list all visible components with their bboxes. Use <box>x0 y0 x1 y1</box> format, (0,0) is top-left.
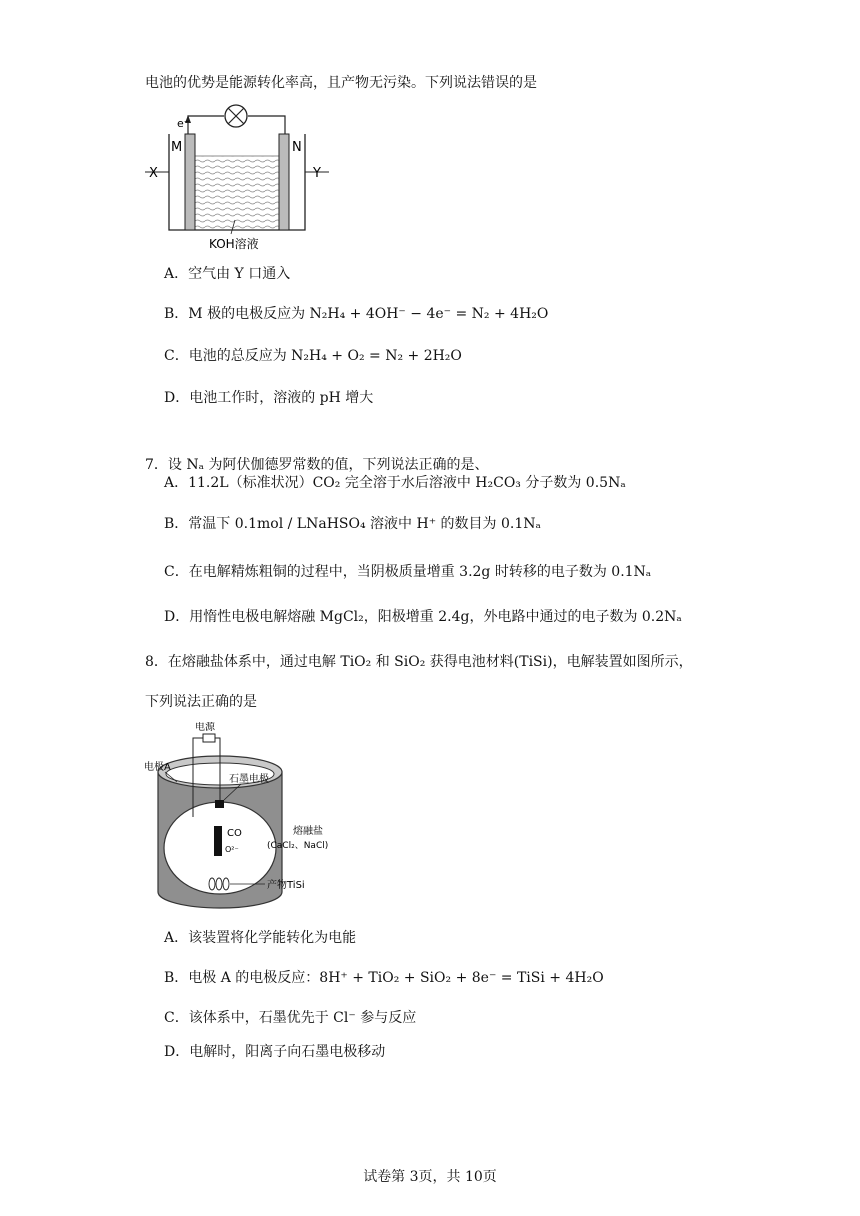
q8-stem-line1: 8．在熔融盐体系中，通过电解 TiO₂ 和 SiO₂ 获得电池材料(TiSi)，电解装置如图所示， <box>145 654 693 670</box>
molten-salt-label: 熔融盐 <box>293 826 323 837</box>
q6-option-d: D．电池工作时，溶液的 pH 增大 <box>164 390 374 406</box>
q7-stem: 7．设 Nₐ 为阿伏伽德罗常数的值，下列说法正确的是、 <box>145 457 489 473</box>
solution-label: KOH溶液 <box>209 237 259 251</box>
q7-option-b: B．常温下 0.1mol / LNaHSO₄ 溶液中 H⁺ 的数目为 0.1Nₐ <box>164 516 541 532</box>
q6-option-b: B．M 极的电极反应为 N₂H₄ + 4OH⁻ − 4e⁻ = N₂ + 4H₂O <box>164 306 549 322</box>
electrode-n-label: N <box>292 140 302 155</box>
port-y-label: Y <box>313 166 321 181</box>
oxide-ion-label: O²⁻ <box>225 845 239 854</box>
q8-option-d: D．电解时，阳离子向石墨电极移动 <box>164 1044 386 1060</box>
electrode-m-label: M <box>171 140 183 155</box>
graphite-label: 石墨电极 <box>229 774 269 785</box>
electrolysis-diagram <box>143 722 363 922</box>
port-x-label: X <box>149 166 158 181</box>
q6-option-a: A．空气由 Y 口通入 <box>164 266 291 282</box>
q8-stem-line2: 下列说法正确的是 <box>145 694 257 710</box>
graphite-electrode <box>214 826 222 856</box>
q6-option-c: C．电池的总反应为 N₂H₄ + O₂ = N₂ + 2H₂O <box>164 348 462 364</box>
q7-option-d: D．用惰性电极电解熔融 MgCl₂，阳极增重 2.4g，外电路中通过的电子数为 0.2Nₐ <box>164 609 682 625</box>
electrode-a-label: 电极A <box>144 762 171 773</box>
co-label: CO <box>227 828 242 839</box>
q8-option-c: C．该体系中，石墨优先于 Cl⁻ 参与反应 <box>164 1010 417 1026</box>
fuel-cell-diagram <box>145 104 345 252</box>
q7-option-a: A．11.2L（标准状况）CO₂ 完全溶于水后溶液中 H₂CO₃ 分子数为 0.5Nₐ <box>164 475 626 491</box>
product-label: 产物TiSi <box>267 880 305 891</box>
question-6-stem-tail: 电池的优势是能源转化率高，且产物无污染。下列说法错误的是 <box>145 75 537 91</box>
electrode-n <box>279 134 289 230</box>
power-source-icon <box>203 734 215 742</box>
q8-option-b: B．电极 A 的电极反应：8H⁺ + TiO₂ + SiO₂ + 8e⁻ = TiSi + 4H₂O <box>164 970 604 986</box>
page-footer: 试卷第 3页，共 10页 <box>363 1169 497 1185</box>
q7-option-c: C．在电解精炼粗铜的过程中，当阴极质量增重 3.2g 时转移的电子数为 0.1Nₐ <box>164 564 652 580</box>
q8-option-a: A．该装置将化学能转化为电能 <box>164 930 357 946</box>
electrode-m <box>185 134 195 230</box>
power-label: 电源 <box>195 722 215 733</box>
electron-label: e⁻ <box>177 117 190 130</box>
salt-formula-label: (CaCl₂、NaCl) <box>267 841 329 851</box>
koh-electrolyte <box>195 156 279 230</box>
graphite-electrode-top <box>215 800 224 808</box>
